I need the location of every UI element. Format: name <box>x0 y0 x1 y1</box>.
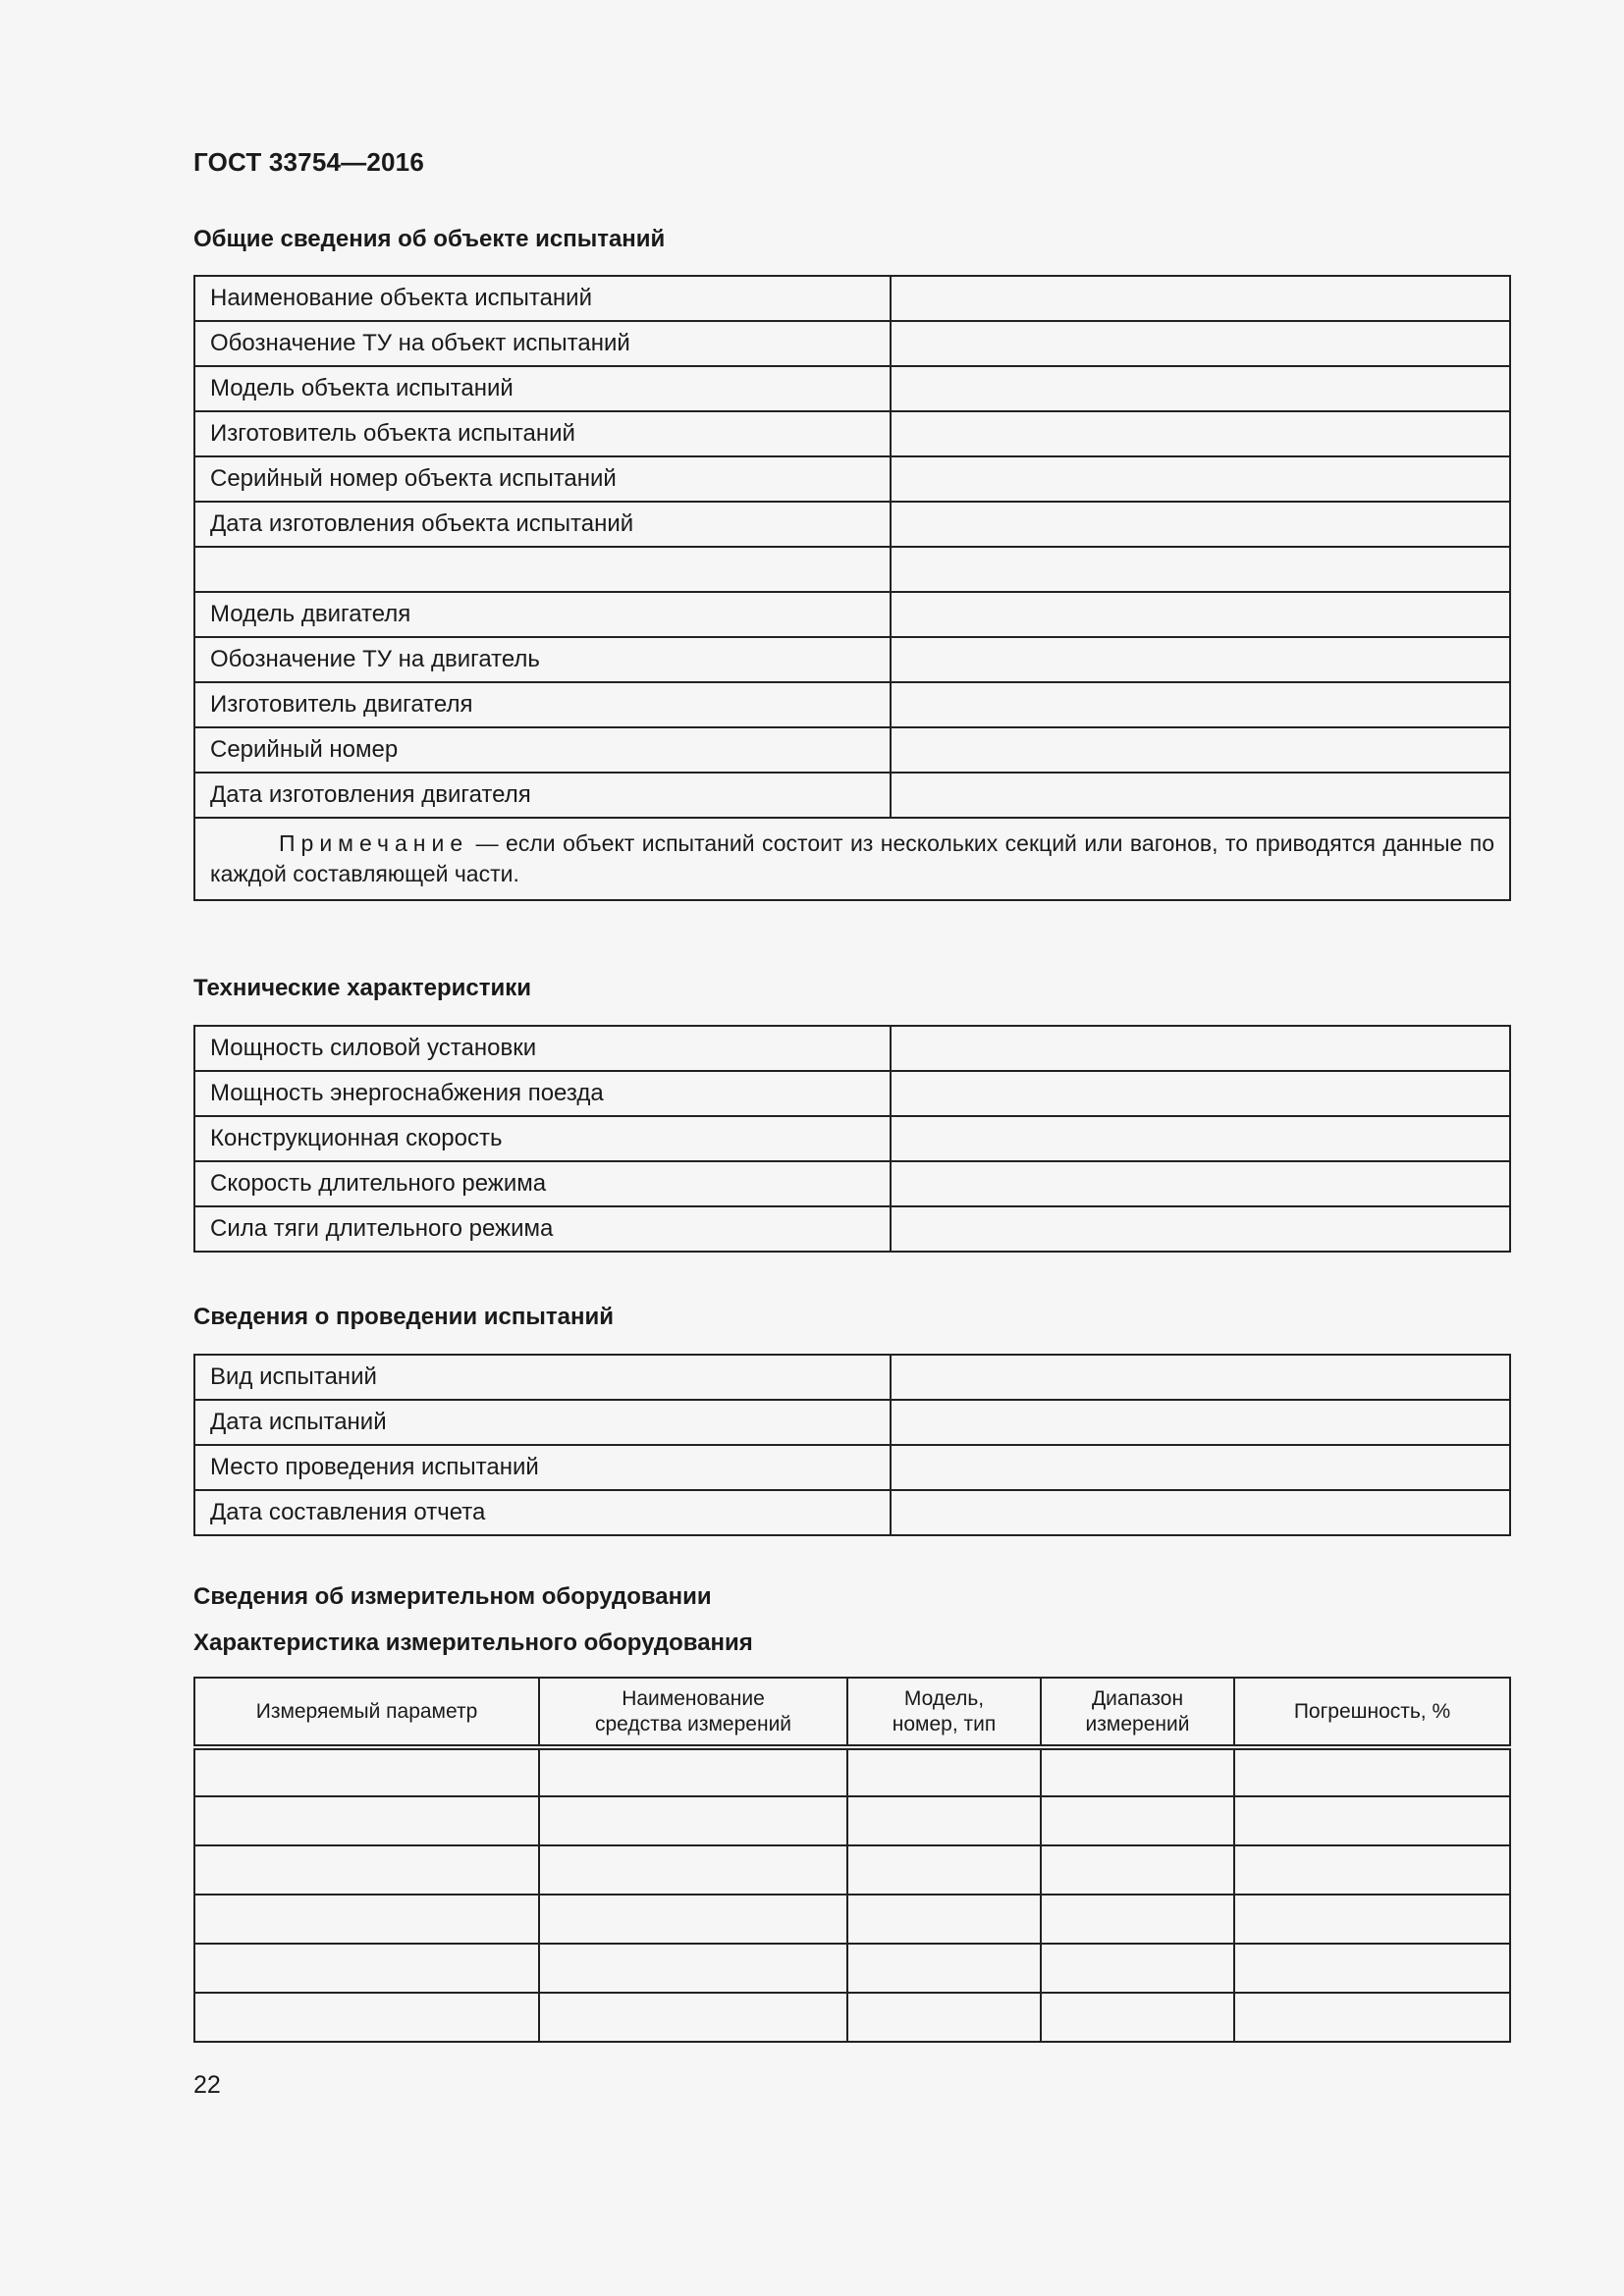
section-title-testing: Сведения о проведении испытаний <box>193 1304 615 1330</box>
note-row <box>194 818 1510 900</box>
table-row <box>194 1747 1510 1796</box>
table-row <box>194 547 1510 592</box>
row-label: Модель объекта испытаний <box>194 366 891 411</box>
general-info-table <box>193 275 1511 901</box>
table-cell[interactable] <box>847 1845 1041 1895</box>
table-cell[interactable] <box>1041 1944 1234 1993</box>
value-cell[interactable] <box>891 1445 1510 1490</box>
table-row <box>194 502 1510 547</box>
row-label: Дата составления отчета <box>194 1490 891 1535</box>
note-text: — если объект испытаний состоит из нескольких секций или вагонов, то приводятся данные по каждой составляющей части. <box>210 830 1494 886</box>
table-row <box>194 1206 1510 1252</box>
table-row <box>194 773 1510 818</box>
table-row <box>194 1993 1510 2042</box>
table-row <box>194 456 1510 502</box>
row-label: Дата испытаний <box>194 1400 891 1445</box>
table-cell[interactable] <box>539 1796 847 1845</box>
page-number: 22 <box>193 2071 221 2099</box>
table-row <box>194 1944 1510 1993</box>
table-row <box>194 1161 1510 1206</box>
value-cell[interactable] <box>891 502 1510 547</box>
table-cell[interactable] <box>847 1895 1041 1944</box>
technical-table <box>193 1025 1511 1253</box>
row-label: Конструкционная скорость <box>194 1116 891 1161</box>
table-row <box>194 411 1510 456</box>
value-cell[interactable] <box>891 1116 1510 1161</box>
table-row <box>194 1026 1510 1071</box>
table-cell[interactable] <box>194 1796 539 1845</box>
table-cell[interactable] <box>1041 1796 1234 1845</box>
table-row <box>194 1116 1510 1161</box>
table-cell[interactable] <box>539 1895 847 1944</box>
table-cell[interactable] <box>847 1796 1041 1845</box>
value-cell[interactable] <box>891 1071 1510 1116</box>
column-header-parameter: Измеряемый параметр <box>194 1678 539 1747</box>
table-cell[interactable] <box>194 1895 539 1944</box>
table-cell[interactable] <box>1234 1747 1510 1796</box>
value-cell[interactable] <box>891 1026 1510 1071</box>
table-cell[interactable] <box>539 1944 847 1993</box>
table-cell[interactable] <box>194 1747 539 1796</box>
value-cell[interactable] <box>891 411 1510 456</box>
table-header-row <box>194 1678 1510 1747</box>
table-row <box>194 1355 1510 1400</box>
note-cell <box>194 818 1510 900</box>
value-cell[interactable] <box>891 773 1510 818</box>
column-header-error: Погрешность, % <box>1234 1678 1510 1747</box>
equipment-table <box>193 1677 1511 2043</box>
column-header-range: Диапазон измерений <box>1041 1678 1234 1747</box>
value-cell[interactable] <box>891 1490 1510 1535</box>
value-cell[interactable] <box>891 637 1510 682</box>
value-cell[interactable] <box>891 366 1510 411</box>
row-label <box>194 547 891 592</box>
section-title-general: Общие сведения об объекте испытаний <box>193 226 666 252</box>
table-cell[interactable] <box>847 1993 1041 2042</box>
table-row <box>194 1796 1510 1845</box>
value-cell[interactable] <box>891 1161 1510 1206</box>
section-title-equipment: Сведения об измерительном оборудовании <box>193 1583 712 1610</box>
table-cell[interactable] <box>1234 1944 1510 1993</box>
table-row <box>194 592 1510 637</box>
table-cell[interactable] <box>194 1993 539 2042</box>
row-label: Сила тяги длительного режима <box>194 1206 891 1252</box>
row-label: Дата изготовления двигателя <box>194 773 891 818</box>
table-row <box>194 727 1510 773</box>
value-cell[interactable] <box>891 1206 1510 1252</box>
column-header-model: Модель, номер, тип <box>847 1678 1041 1747</box>
table-row <box>194 1895 1510 1944</box>
table-cell[interactable] <box>1234 1796 1510 1845</box>
note-label: Примечание <box>279 830 469 856</box>
column-header-instrument: Наименование средства измерений <box>539 1678 847 1747</box>
row-label: Обозначение ТУ на двигатель <box>194 637 891 682</box>
row-label: Мощность энергоснабжения поезда <box>194 1071 891 1116</box>
table-row <box>194 637 1510 682</box>
table-cell[interactable] <box>1234 1845 1510 1895</box>
row-label: Наименование объекта испытаний <box>194 276 891 321</box>
section-subtitle-equipment: Характеристика измерительного оборудования <box>193 1629 753 1656</box>
value-cell[interactable] <box>891 682 1510 727</box>
row-label: Изготовитель объекта испытаний <box>194 411 891 456</box>
table-row <box>194 1071 1510 1116</box>
testing-table <box>193 1354 1511 1536</box>
row-label: Серийный номер объекта испытаний <box>194 456 891 502</box>
table-row <box>194 1400 1510 1445</box>
value-cell[interactable] <box>891 592 1510 637</box>
document-header: ГОСТ 33754—2016 <box>193 147 424 177</box>
table-cell[interactable] <box>539 1993 847 2042</box>
table-cell[interactable] <box>194 1845 539 1895</box>
table-cell[interactable] <box>1041 1747 1234 1796</box>
table-row <box>194 366 1510 411</box>
table-cell[interactable] <box>1234 1895 1510 1944</box>
value-cell[interactable] <box>891 547 1510 592</box>
row-label: Мощность силовой установки <box>194 1026 891 1071</box>
row-label: Обозначение ТУ на объект испытаний <box>194 321 891 366</box>
row-label: Серийный номер <box>194 727 891 773</box>
table-cell[interactable] <box>847 1747 1041 1796</box>
table-row <box>194 276 1510 321</box>
value-cell[interactable] <box>891 321 1510 366</box>
value-cell[interactable] <box>891 1355 1510 1400</box>
table-row <box>194 1490 1510 1535</box>
table-cell[interactable] <box>194 1944 539 1993</box>
table-row <box>194 1845 1510 1895</box>
table-cell[interactable] <box>1041 1845 1234 1895</box>
table-row <box>194 1445 1510 1490</box>
table-cell[interactable] <box>1041 1993 1234 2042</box>
row-label: Вид испытаний <box>194 1355 891 1400</box>
row-label: Изготовитель двигателя <box>194 682 891 727</box>
row-label: Скорость длительного режима <box>194 1161 891 1206</box>
table-row <box>194 321 1510 366</box>
row-label: Дата изготовления объекта испытаний <box>194 502 891 547</box>
value-cell[interactable] <box>891 727 1510 773</box>
table-cell[interactable] <box>847 1944 1041 1993</box>
value-cell[interactable] <box>891 1400 1510 1445</box>
value-cell[interactable] <box>891 276 1510 321</box>
table-row <box>194 682 1510 727</box>
table-cell[interactable] <box>1234 1993 1510 2042</box>
value-cell[interactable] <box>891 456 1510 502</box>
row-label: Модель двигателя <box>194 592 891 637</box>
table-cell[interactable] <box>539 1747 847 1796</box>
table-cell[interactable] <box>1041 1895 1234 1944</box>
table-cell[interactable] <box>539 1845 847 1895</box>
row-label: Место проведения испытаний <box>194 1445 891 1490</box>
section-title-technical: Технические характеристики <box>193 975 532 1001</box>
